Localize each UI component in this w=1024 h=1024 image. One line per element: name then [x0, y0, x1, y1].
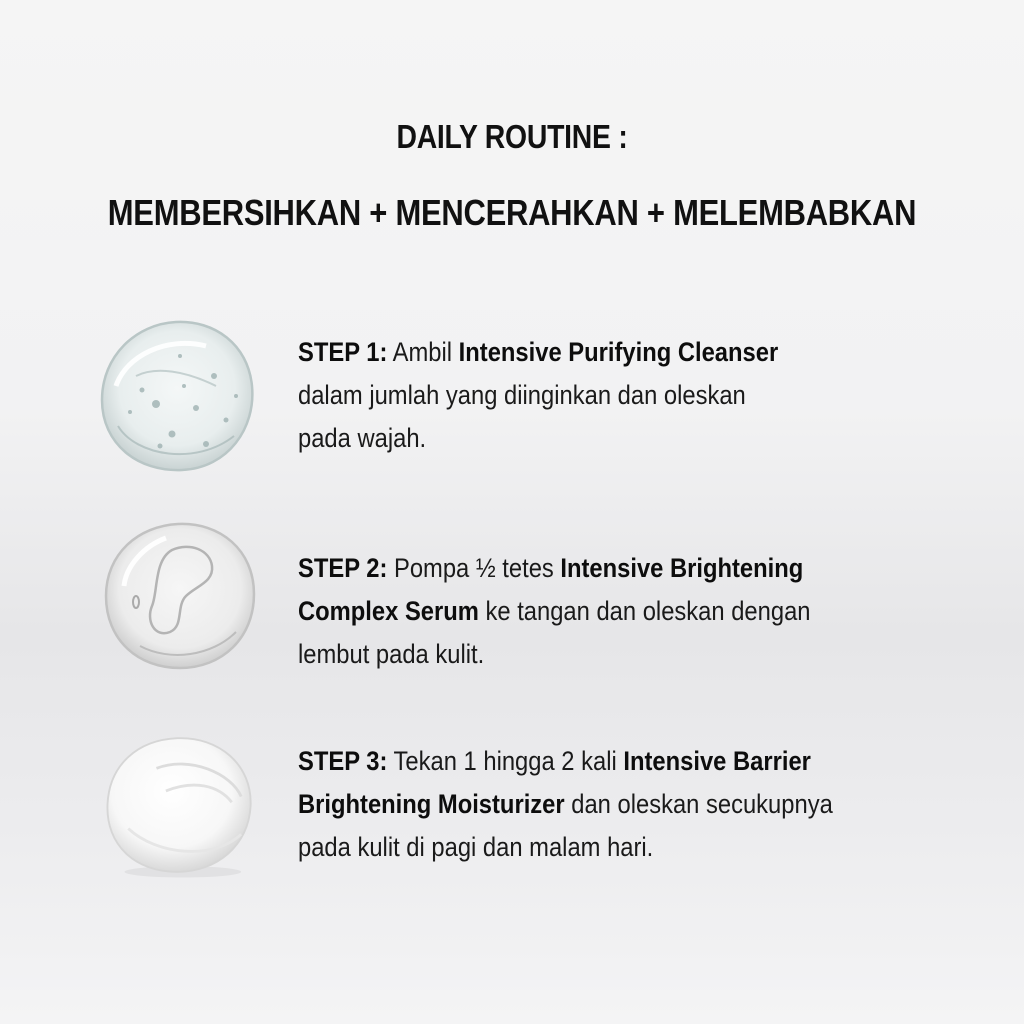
step-3-line-3: pada kulit di pagi dan malam hari. [298, 832, 654, 862]
step-2-text [298, 547, 861, 676]
step-1-line-2: dalam jumlah yang diinginkan dan oleskan [298, 380, 746, 410]
step-1-line-3: pada wajah. [298, 423, 427, 453]
step-3-label: STEP 3: [298, 746, 388, 776]
step-1-label: STEP 1: [298, 337, 388, 367]
page-title: DAILY ROUTINE : [396, 118, 628, 155]
step-3-line-1: STEP 3: Tekan 1 hingga 2 kali Intensive Barrier [298, 746, 811, 776]
step-2-line-2: Complex Serum ke tangan dan oleskan dengan [298, 596, 811, 626]
routine-subtitle: MEMBERSIHKAN + MENCERAHKAN + MELEMBABKAN [107, 192, 917, 233]
step-3-line-2: Brightening Moisturizer dan oleskan secukupnya [298, 789, 833, 819]
serum-swatch-icon [100, 516, 260, 676]
step-3-product-cont: Brightening Moisturizer [298, 789, 565, 819]
step-2-product-cont: Complex Serum [298, 596, 479, 626]
clear-gel-swatch-icon [96, 316, 256, 476]
step-2-product: Intensive Brightening [560, 553, 804, 583]
step-3-product: Intensive Barrier [623, 746, 811, 776]
step-1-product: Intensive Purifying Cleanser [458, 337, 779, 367]
cream-swatch-icon [100, 726, 260, 886]
step-2-label: STEP 2: [298, 553, 388, 583]
step-2-line-3: lembut pada kulit. [298, 639, 485, 669]
step-1-line-1: STEP 1: Ambil Intensive Purifying Cleanser [298, 337, 779, 367]
step-3-text [298, 740, 861, 869]
step-2-line-1: STEP 2: Pompa ½ tetes Intensive Brightening [298, 553, 804, 583]
step-1-text [298, 331, 861, 460]
